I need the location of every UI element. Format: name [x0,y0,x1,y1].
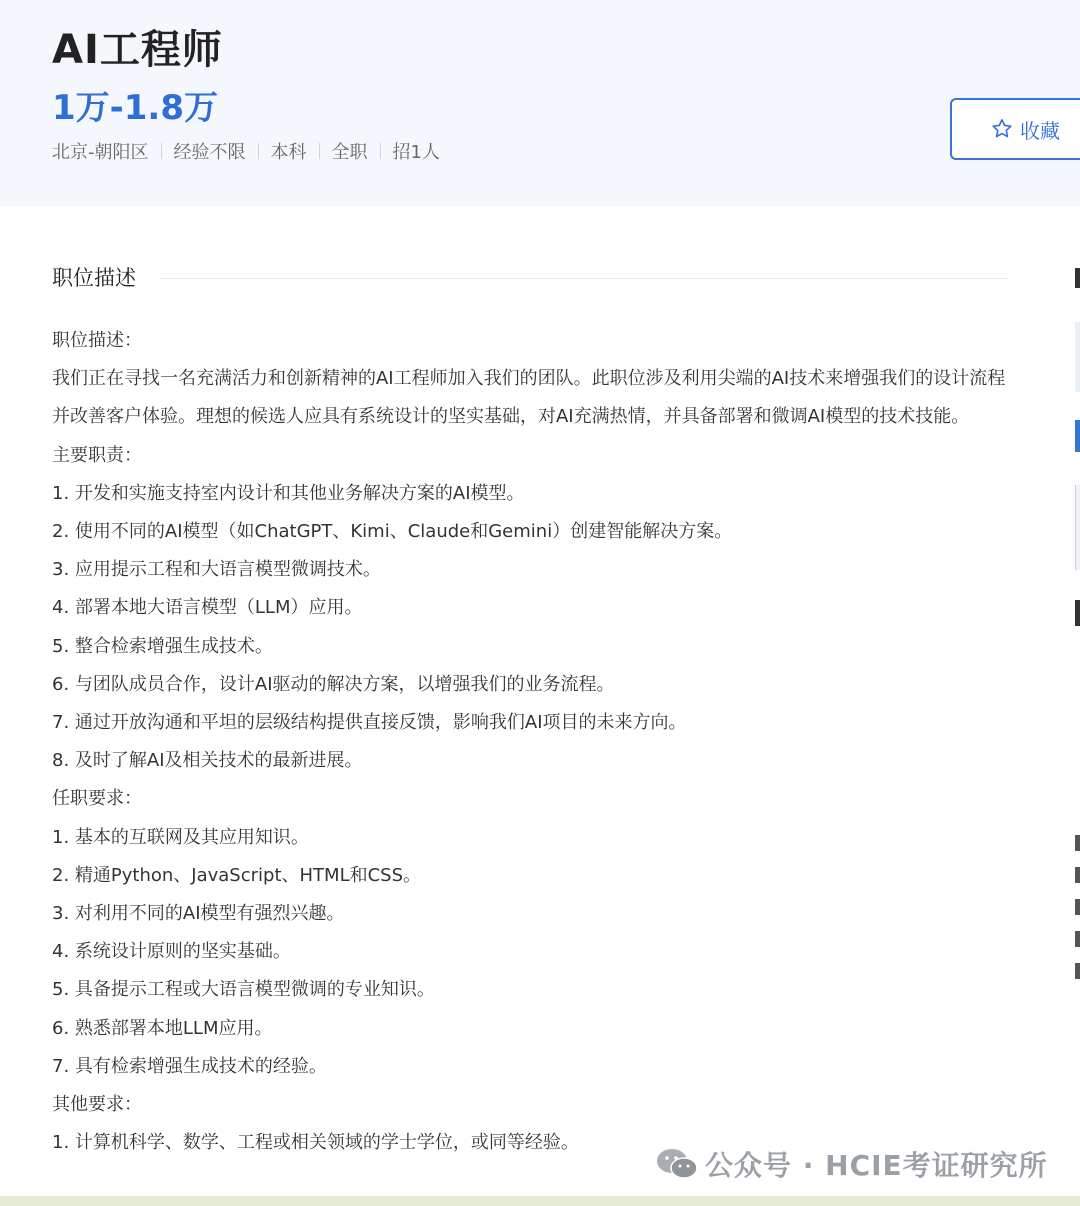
responsibility-item: 7. 通过开放沟通和平坦的层级结构提供直接反馈，影响我们AI项目的未来方向。 [52,712,687,734]
intro-heading: 职位描述： [52,330,142,351]
responsibility-item: 1. 开发和实施支持室内设计和其他业务解决方案的AI模型。 [52,482,525,504]
meta-experience: 经验不限 [173,142,246,163]
responsibility-item: 6. 与团队成员合作，设计AI驱动的解决方案，以增强我们的业务流程。 [52,673,615,695]
salary: 1万-1.8万 [52,88,218,128]
requirement-item: 1. 基本的互联网及其应用知识。 [52,826,309,848]
right-panel-fragment [1075,600,1080,626]
meta-divider [380,143,381,159]
requirement-item: 7. 具有检索增强生成技术的经验。 [52,1055,327,1077]
meta-education: 本科 [270,142,307,163]
responsibilities-heading: 主要职责： [52,444,142,466]
right-panel-fragment [1075,268,1080,288]
meta-type: 全职 [331,142,368,163]
responsibility-item: 3. 应用提示工程和大语言模型微调技术。 [52,559,381,581]
section-title: 职位描述 [52,266,136,290]
right-panel-fragment [1075,420,1080,452]
other-heading: 其他要求： [52,1094,142,1116]
meta-divider [161,143,162,159]
job-title: AI工程师 [52,27,223,73]
requirement-item: 5. 具备提示工程或大语言模型微调的专业知识。 [52,979,435,1001]
requirement-item: 2. 精通Python、JavaScript、HTML和CSS。 [52,864,422,886]
collect-label: 收藏 [1020,118,1060,143]
meta-headcount: 招1人 [392,142,440,163]
right-panel-fragment [1075,485,1080,570]
collect-button[interactable] [950,98,1080,160]
watermark [655,1144,1048,1184]
star-outline-icon [990,117,1014,141]
responsibility-item: 8. 及时了解AI及相关技术的最新进展。 [52,750,363,772]
meta-divider [319,143,320,159]
intro-paragraph: 我们正在寻找一名充满活力和创新精神的AI工程师加入我们的团队。此职位涉及利用尖端的AI技术来增强我们的设计流程并改善客户体验。理想的候选人应具有系统设计的坚实基础，对AI充满热情，并具备部署和微调AI模型的技术技能。 [52,368,1006,428]
wechat-icon [655,1146,699,1182]
right-panel-fragment [1075,835,1080,985]
job-meta [52,138,440,164]
job-header [0,0,1080,206]
meta-location: 北京-朝阳区 [52,142,149,163]
meta-divider [258,143,259,159]
right-panel-fragment [1075,322,1080,392]
requirement-item: 3. 对利用不同的AI模型有强烈兴趣。 [52,903,345,925]
section-divider [160,278,1008,279]
bottom-strip [0,1196,1080,1206]
responsibility-item: 5. 整合检索增强生成技术。 [52,635,273,657]
requirements-heading: 任职要求： [52,788,142,810]
other-item: 1. 计算机科学、数学、工程或相关领域的学士学位，或同等经验。 [52,1132,579,1154]
requirement-item: 6. 熟悉部署本地LLM应用。 [52,1017,273,1039]
responsibility-item: 2. 使用不同的AI模型（如ChatGPT、Kimi、Claude和Gemini）创建智能解决方案。 [52,521,733,543]
job-description [52,322,1012,1162]
requirement-item: 4. 系统设计原则的坚实基础。 [52,941,291,963]
responsibility-item: 4. 部署本地大语言模型（LLM）应用。 [52,597,363,619]
watermark-text: 公众号 · HCIE考证研究所 [705,1149,1048,1182]
